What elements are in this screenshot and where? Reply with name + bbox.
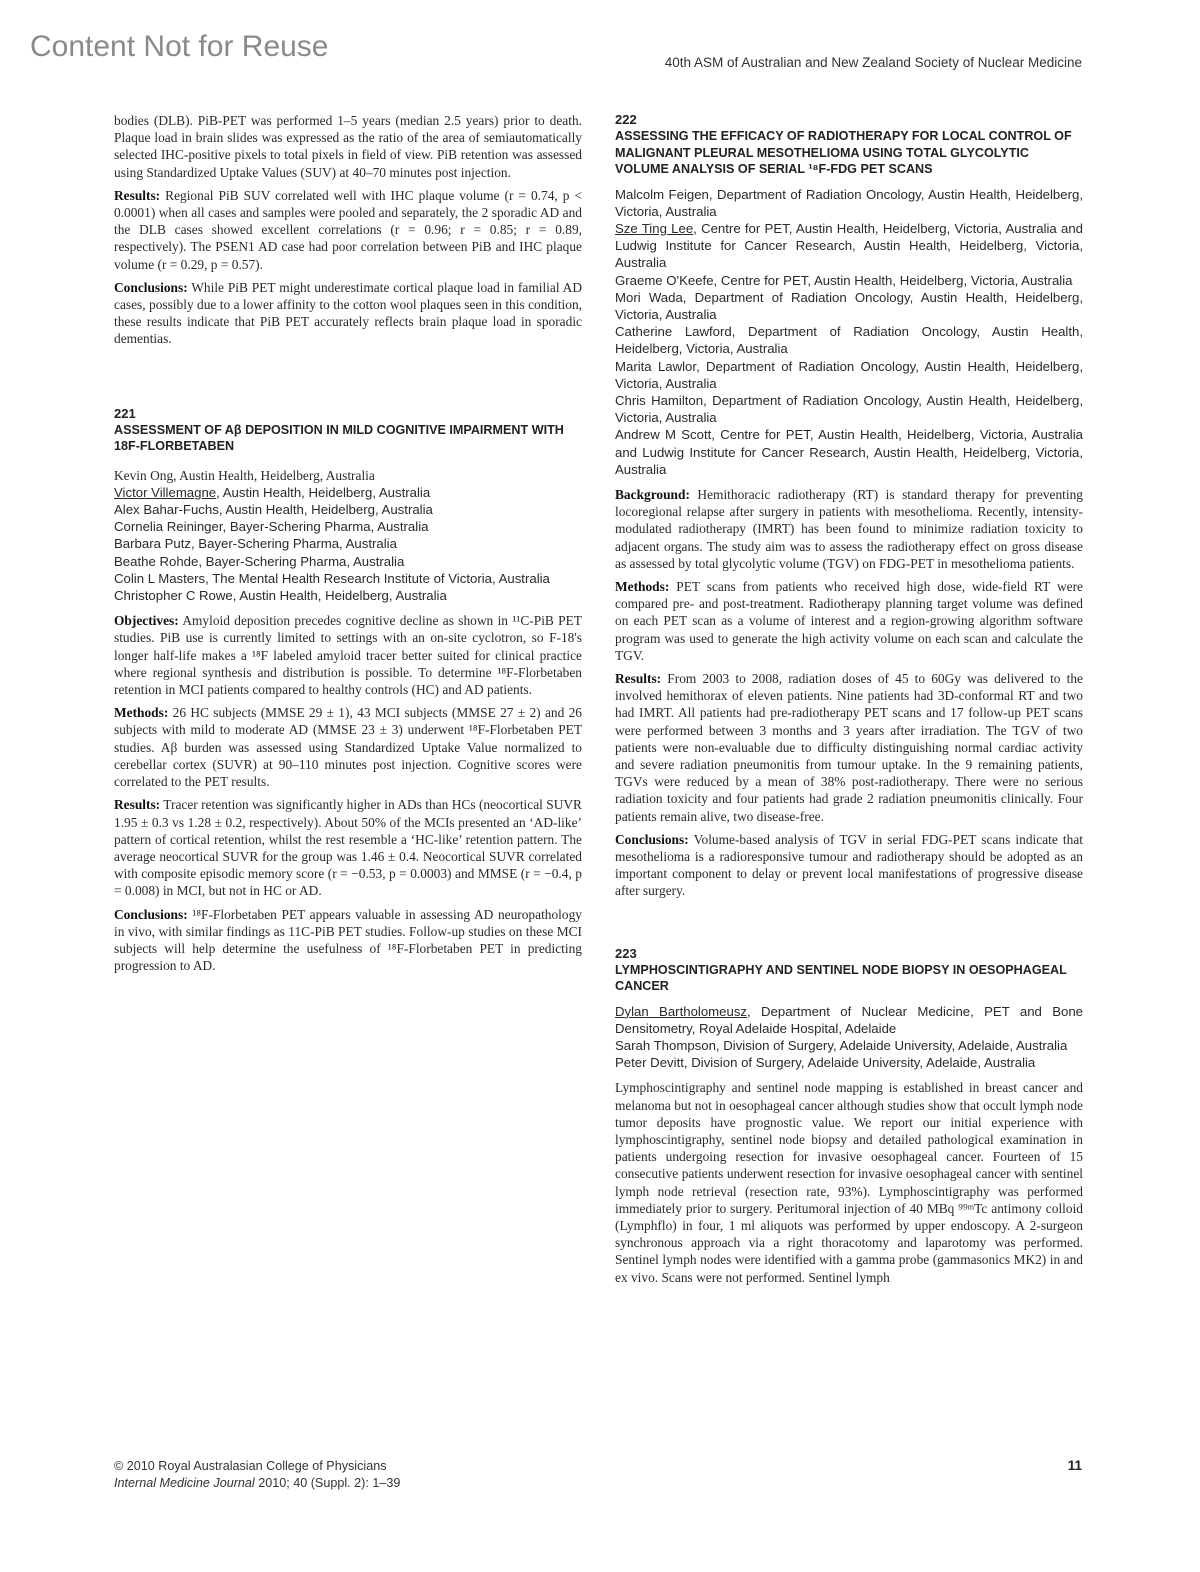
author-entry — [114, 553, 582, 570]
author-name: Peter Devitt — [615, 1055, 684, 1071]
author-name: Chris Hamilton — [615, 392, 704, 408]
presenting-author-name: Victor Villemagne — [114, 484, 217, 500]
conclusions-section — [114, 906, 582, 975]
watermark: Content Not for Reuse — [30, 30, 329, 63]
section-label: Methods: — [615, 578, 670, 594]
methods-section — [114, 704, 582, 790]
section-text: Amyloid deposition precedes cognitive decline as shown in ¹¹C-PiB PET studies. PiB use is currently limited to settings with an on-site cyclotron, so F-18's longer half-life makes a ¹⁸F labeled amyloid tracer better suited for clinical practice where regional synthesis and distribution is possible. To determine ¹⁸F-Florbetaben retention in MCI patients compared to healthy controls (HC) and AD patients. — [114, 613, 582, 698]
author-affiliation: , The Mental Health Research Institute of Victoria, Australia — [205, 570, 550, 586]
author-entry — [615, 358, 1083, 392]
author-name: Marita Lawlor — [615, 358, 697, 374]
copyright-line: © 2010 Royal Australasian College of Physicians — [114, 1459, 387, 1473]
section-label: Results: — [114, 187, 161, 203]
journal-name: Internal Medicine Journal — [114, 1475, 255, 1490]
author-name: Andrew M Scott — [615, 427, 712, 443]
author-name: Sarah Thompson — [615, 1038, 716, 1054]
author-entry — [615, 323, 1083, 357]
abstract-number: 222 — [615, 112, 637, 127]
author-list — [114, 467, 582, 605]
author-entry — [615, 272, 1083, 289]
section-label: Background: — [615, 486, 690, 502]
author-name: Alex Bahar-Fuchs — [114, 502, 219, 518]
section-text: Tracer retention was significantly higher in ADs than HCs (neocortical SUVR 1.95 ± 0.3 vs 1.28 ± 0.2, respectively). About 50% of the MCIs presented an ‘AD-like’ pattern of cortical retention, whilst the rest resemble a ‘HC-like’ retention pattern. The average neocortical SUVR for the group was 1.46 ± 0.4. Neocortical SUVR correlated with composite episodic memory score (r = −0.53, p = 0.0003) and MMSE (r = −0.4, p = 0.008) in MCI, but not in HC or AD. — [114, 797, 582, 899]
author-affiliation: , Austin Health, Heidelberg, Australia — [216, 484, 431, 500]
author-affiliation: , Department of Radiation Oncology, Austin Health, Heidelberg, Victoria, Australia — [615, 392, 1083, 426]
author-affiliation: , Austin Health, Heidelberg, Australia — [232, 588, 447, 604]
section-text: Volume-based analysis of TGV in serial FDG-PET scans indicate that mesothelioma is a radioresponsive tumour and radiotherapy should be adopted as an important component to delay or prevent local manifestations of progressive disease after surgery. — [615, 831, 1084, 899]
author-affiliation: , Department of Nuclear Medicine, PET and Bone Densitometry, Royal Adelaide Hospital, Adelaide — [615, 1003, 1083, 1036]
author-name: Colin L Masters — [114, 570, 206, 586]
section-label: Conclusions: — [114, 906, 188, 922]
author-affiliation: , Department of Radiation Oncology, Austin Health, Heidelberg, Victoria, Australia — [615, 289, 1083, 322]
author-name: Mori Wada — [615, 289, 683, 305]
author-entry — [114, 467, 582, 484]
continued-results — [114, 187, 582, 273]
author-entry — [114, 587, 582, 604]
section-label: Conclusions: — [615, 831, 689, 847]
author-affiliation: , Division of Surgery, Adelaide University, Adelaide, Australia — [683, 1055, 1036, 1071]
author-entry — [615, 1054, 1083, 1071]
author-affiliation: , Centre for PET, Austin Health, Heidelberg, Victoria, Australia — [713, 272, 1073, 288]
abstract-221 — [114, 406, 582, 975]
author-name: Barbara Putz — [114, 536, 191, 552]
author-name: Malcolm Feigen — [615, 186, 709, 202]
abstract-222 — [615, 112, 1083, 900]
author-affiliation: , Bayer-Schering Pharma, Australia — [222, 519, 429, 535]
presenting-author-name: Sze Ting Lee — [615, 220, 694, 236]
author-list — [615, 1003, 1083, 1072]
author-name: Kevin Ong — [114, 467, 174, 483]
section-label: Conclusions: — [114, 279, 188, 295]
abstract-number: 221 — [114, 405, 136, 421]
author-affiliation: , Department of Radiation Oncology, Austin Health, Heidelberg, Victoria, Australia — [615, 186, 1083, 219]
author-entry — [615, 186, 1083, 220]
abstract-title: LYMPHOSCINTIGRAPHY AND SENTINEL NODE BIOPSY IN OESOPHAGEAL CANCER — [615, 962, 1067, 994]
author-affiliation: , Bayer-Schering Pharma, Australia — [190, 536, 397, 552]
abstract-title: ASSESSMENT OF Aβ DEPOSITION IN MILD COGNITIVE IMPAIRMENT WITH 18F-FLORBETABEN — [114, 422, 564, 454]
author-entry — [615, 1037, 1083, 1054]
section-text: Regional PiB SUV correlated well with IHC plaque volume (r = 0.74, p < 0.0001) when all cases and samples were pooled and separately, the 2 sporadic AD and the DLB cases showed excellent correlations (r = 0.96; r = 0.85; r = 0.89, respectively). The PSEN1 AD case had poor correlation between PiB and IHC plaque volume (r = 0.29, p = 0.57). — [114, 187, 582, 272]
page-number: 11 — [1067, 1458, 1082, 1473]
section-text: ¹⁸F-Florbetaben PET appears valuable in assessing AD neuropathology in vivo, with similar findings as 11C-PiB PET studies. Follow-up studies on these MCI subjects will help determine the usefulness of ¹⁸F-Florbetaben PET in predicting progression to AD. — [114, 906, 582, 974]
citation-detail: 2010; 40 (Suppl. 2): 1–39 — [254, 1475, 401, 1490]
author-entry — [615, 392, 1083, 426]
author-entry — [615, 1003, 1083, 1037]
author-list — [615, 186, 1083, 478]
section-label: Methods: — [114, 705, 169, 721]
right-column — [615, 112, 1083, 1292]
author-entry — [615, 220, 1083, 272]
author-name: Beathe Rohde — [114, 553, 199, 569]
section-label: Results: — [615, 670, 662, 686]
results-section — [114, 796, 582, 899]
left-column — [114, 112, 582, 980]
continued-body: bodies (DLB). PiB-PET was performed 1–5 years (median 2.5 years) prior to death. Plaque load in brain slides was expressed as the ratio of the area of semiautomatically selected IHC-positive pixels to total pixels in field of view. PiB retention was assessed using Standardized Uptake Values (SUV) at 40–70 minutes post injection. — [114, 113, 582, 180]
journal-line — [114, 1475, 400, 1492]
section-text: Hemithoracic radiotherapy (RT) is standard therapy for preventing locoregional relapse after surgery in patients with mesothelioma. Recently, intensity-modulated radiotherapy (IMRT) has been found to minimize radiation toxicity to adjacent organs. The study aim was to assess the radiotherapy effect on gross disease as assessed by total glycolytic volume (TGV) on FDG-PET in mesothelioma patients. — [615, 486, 1083, 571]
background-section — [615, 486, 1083, 572]
running-header: 40th ASM of Australian and New Zealand Society of Nuclear Medicine — [664, 55, 1082, 70]
author-affiliation: , Centre for PET, Austin Health, Heidelberg, Victoria, Australia and Ludwig Institute for Cancer Research, Austin Health, Heidelberg, Victoria, Australia — [615, 427, 1083, 477]
section-text: PET scans from patients who received high dose, wide-field RT were compared pre- and post-treatment. Radiotherapy planning target volume was defined on each PET scan as a volume of interest and a region-growing algorithm software program was used to generate the high activity volume on each scan and calculate the TGV. — [615, 578, 1083, 663]
abstract-body: Lymphoscintigraphy and sentinel node mapping is established in breast cancer and melanoma but not in oesophageal cancer although studies show that occult lymph node tumor deposits have prognostic value. We report our initial experience with lymphoscintigraphy, sentinel node biopsy and detailed pathological examination in patients undergoing resection for invasive oesophageal cancer. Fourteen of 15 consecutive patients underwent resection for invasive oesophageal cancer with sentinel lymph node retrieval (resection rate, 93%). Lymphoscintigraphy was performed immediately prior to surgery. Peritumoral injection of 40 MBq ⁹⁹ᵐTc antimony colloid (Lymphflo) in four, 1 ml aliquots was performed by upper endoscopy. A 2-surgeon synchronous approach via a right thoracotomy and laparotomy was performed. Sentinel lymph nodes were identified with a gamma probe (gammasonics MK2) in and ex vivo. Scans were not performed. Sentinel lymph — [615, 1080, 1083, 1285]
author-entry — [114, 501, 582, 518]
section-text: 26 HC subjects (MMSE 29 ± 1), 43 MCI subjects (MMSE 27 ± 2) and 26 subjects with mild to moderate AD (MMSE 23 ± 3) underwent ¹⁸F-Florbetaben PET studies. Aβ burden was assessed using Standardized Uptake Value normalized to cerebellar cortex (SUVR) at 90–110 minutes post injection. Cognitive scores were correlated to the PET results. — [114, 705, 582, 790]
conclusions-section — [615, 831, 1083, 900]
author-affiliation: , Department of Radiation Oncology, Austin Health, Heidelberg, Victoria, Australia — [615, 358, 1083, 391]
footer-citation — [114, 1458, 400, 1491]
author-name: Christopher C Rowe — [114, 588, 233, 604]
author-name: Graeme O'Keefe — [615, 272, 714, 288]
author-affiliation: , Department of Radiation Oncology, Austin Health, Heidelberg, Victoria, Australia — [615, 324, 1083, 357]
author-entry — [615, 289, 1083, 323]
section-label: Results: — [114, 797, 161, 813]
continued-paragraph — [114, 112, 582, 181]
abstract-223 — [615, 946, 1083, 1286]
author-name: Catherine Lawford — [615, 324, 732, 340]
author-affiliation: , Austin Health, Heidelberg, Australia — [173, 467, 375, 483]
abstract-number: 223 — [615, 945, 637, 961]
abstract-title: ASSESSING THE EFFICACY OF RADIOTHERAPY FOR LOCAL CONTROL OF MALIGNANT PLEURAL MESOTHELIOMA USING TOTAL GLYCOLYTIC VOLUME ANALYSIS OF SERIAL ¹⁸F-FDG PET SCANS — [615, 129, 1072, 176]
author-name: Cornelia Reininger — [114, 519, 223, 535]
objectives-section — [114, 612, 582, 698]
author-affiliation: , Centre for PET, Austin Health, Heidelberg, Victoria, Australia and Ludwig Institute for Cancer Research, Austin Health, Heidelberg, Victoria, Australia — [615, 220, 1084, 271]
section-text: While PiB PET might underestimate cortical plaque load in familial AD cases, possibly due to a lower affinity to the cotton wool plaques seen in this condition, these results indicate that PiB PET accurately reflects brain plaque load in sporadic dementias. — [114, 279, 583, 347]
results-section — [615, 670, 1083, 825]
section-text: From 2003 to 2008, radiation doses of 45 to 60Gy was delivered to the involved hemithorax of eleven patients. Nine patients had 3D-conformal RT and two had IMRT. All patients had pre-radiotherapy PET scans and 17 follow-up PET scans were performed between 3 months and 3 years after irradiation. The TGV of two patients were non-evaluable due to difficulty distinguishing normal cardiac activity and severe radiation pneumonitis from tumour uptake. In the 9 remaining patients, TGVs were reduced by a mean of 38% post-radiotherapy. There were no serious radiation toxicity and four patients had grade 2 radiation pneumonitis clinically. Four patients remain alive, two disease-free. — [615, 670, 1083, 824]
author-affiliation: , Austin Health, Heidelberg, Australia — [218, 502, 433, 518]
author-entry — [114, 484, 582, 501]
continued-conclusions — [114, 279, 582, 348]
author-affiliation: , Bayer-Schering Pharma, Australia — [198, 553, 405, 569]
author-entry — [615, 426, 1083, 478]
author-entry — [114, 518, 582, 535]
author-entry — [114, 535, 582, 552]
presenting-author-name: Dylan Bartholomeusz — [615, 1003, 748, 1019]
section-label: Objectives: — [114, 613, 179, 629]
author-entry — [114, 570, 582, 587]
author-affiliation: , Division of Surgery, Adelaide University, Adelaide, Australia — [715, 1038, 1068, 1054]
methods-section — [615, 578, 1083, 664]
